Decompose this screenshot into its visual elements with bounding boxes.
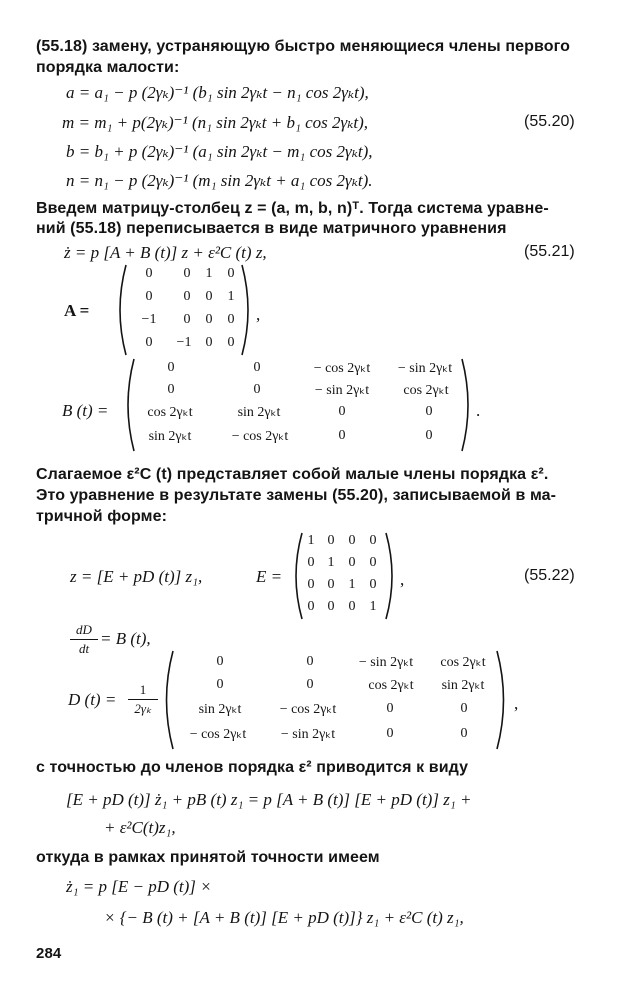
derivative-rhs: = B (t), — [100, 629, 151, 648]
matrix-cell: sin 2γₖt — [148, 429, 192, 444]
matrix-cell: sin 2γₖt — [198, 702, 242, 717]
punctuation: . — [476, 401, 481, 420]
matrix-cell: 0 — [216, 677, 224, 692]
equation-expanded: [E + pD (t)] ż₁ + pB (t) z₁ = p [A + B (t)] [E + pD (t)] z₁ + — [66, 790, 472, 809]
matrix-cell: 0 — [216, 654, 224, 669]
matrix-cell: − sin 2γₖt — [314, 383, 370, 398]
equation-expanded-continued: + ε²C(t)z₁, — [104, 818, 176, 837]
matrix-cell: sin 2γₖt — [441, 678, 485, 693]
paragraph-line: Это уравнение в результате замены (55.20), записываемой в ма- — [36, 487, 557, 504]
matrix-cell: 0 — [183, 289, 191, 304]
matrix-cell: 0 — [369, 533, 377, 548]
equation-b: b = b₁ + p (2γₖ)⁻¹ (a₁ sin 2γₖt − m₁ cos 2γₖt), — [66, 142, 373, 161]
punctuation: , — [256, 305, 261, 324]
matrix-cell: 1 — [307, 533, 315, 548]
matrix-cell: 0 — [369, 555, 377, 570]
fraction-bar — [70, 639, 98, 640]
punctuation: , — [514, 694, 519, 713]
matrix-b — [122, 356, 474, 454]
matrix-cell: 0 — [327, 533, 335, 548]
matrix-cell: sin 2γₖt — [237, 405, 281, 420]
equation-substitution: z = [E + pD (t)] z₁, — [70, 567, 203, 586]
matrix-cell: cos 2γₖt — [440, 655, 486, 670]
matrix-cell: 0 — [338, 404, 346, 419]
matrix-cell: 0 — [183, 266, 191, 281]
matrix-cell: − cos 2γₖt — [313, 361, 371, 376]
paragraph-line: (55.18) замену, устраняющую быстро меняющиеся члены первого — [36, 38, 570, 55]
matrix-cell: cos 2γₖt — [403, 383, 449, 398]
matrix-cell: 1 — [205, 266, 213, 281]
matrix-e — [290, 530, 398, 622]
matrix-cell: 0 — [460, 726, 468, 741]
paragraph-line: порядка малости: — [36, 59, 180, 76]
matrix-cell: 0 — [145, 266, 153, 281]
matrix-cell: 0 — [348, 599, 356, 614]
page-number: 284 — [36, 945, 62, 962]
matrix-cell: 0 — [167, 382, 175, 397]
paragraph-line: откуда в рамках принятой точности имеем — [36, 849, 380, 866]
punctuation: , — [400, 570, 405, 589]
matrix-cell: 0 — [307, 555, 315, 570]
matrix-cell: 0 — [205, 335, 213, 350]
equation-number: (55.21) — [524, 243, 575, 260]
matrix-cell: −1 — [141, 312, 157, 327]
matrix-cell: 0 — [306, 654, 314, 669]
matrix-cell: 1 — [369, 599, 377, 614]
matrix-cell: 0 — [338, 428, 346, 443]
matrix-cell: 0 — [307, 577, 315, 592]
matrix-cell: 1 — [227, 289, 235, 304]
scalar-fraction — [128, 682, 158, 717]
equation-m: m = m₁ + p(2γₖ)⁻¹ (n₁ sin 2γₖt + b₁ cos 2γₖt), — [62, 113, 369, 132]
matrix-d — [160, 648, 510, 752]
paragraph-line: Введем матрицу-столбец z = (a, m, b, n)ᵀ. Тогда система уравне- — [36, 200, 549, 217]
equation-n: n = n₁ − p (2γₖ)⁻¹ (m₁ sin 2γₖt + a₁ cos 2γₖt). — [66, 171, 373, 190]
matrix-a-label: A = — [64, 301, 90, 320]
matrix-cell: 0 — [348, 533, 356, 548]
matrix-cell: 0 — [145, 335, 153, 350]
matrix-cell: − cos 2γₖt — [279, 702, 337, 717]
equation-result-continued: × {− B (t) + [A + B (t)] [E + pD (t)]} z₁ + ε²C (t) z₁, — [104, 908, 464, 927]
equation-number: (55.20) — [524, 113, 575, 130]
matrix-cell: 0 — [425, 404, 433, 419]
matrix-cell: 0 — [348, 555, 356, 570]
matrix-d-label: D (t) = — [68, 690, 117, 709]
matrix-cell: 1 — [327, 555, 335, 570]
fraction-denominator: dt — [78, 641, 90, 656]
fraction-denominator: 2γₖ — [134, 701, 152, 716]
matrix-cell: 0 — [386, 726, 394, 741]
fraction-numerator: dD — [76, 622, 92, 637]
matrix-cell: − sin 2γₖt — [397, 361, 453, 376]
matrix-cell: 0 — [327, 577, 335, 592]
equation-matrix-form: ż = p [A + B (t)] z + ε²C (t) z, — [64, 243, 267, 262]
matrix-b-label: B (t) = — [62, 401, 109, 420]
paragraph-line: ний (55.18) переписывается в виде матричного уравнения — [36, 220, 507, 237]
fraction-numerator: 1 — [139, 682, 147, 697]
matrix-cell: 0 — [205, 289, 213, 304]
paragraph-line: Слагаемое ε²C (t) представляет собой малые члены порядка ε². — [36, 466, 549, 483]
matrix-cell: 0 — [227, 312, 235, 327]
matrix-cell: cos 2γₖt — [147, 405, 193, 420]
matrix-cell: 0 — [306, 677, 314, 692]
equation-result: ż₁ = p [E − pD (t)] × — [66, 877, 212, 896]
matrix-cell: 0 — [227, 266, 235, 281]
matrix-cell: 0 — [205, 312, 213, 327]
matrix-cell: 0 — [307, 599, 315, 614]
matrix-cell: − sin 2γₖt — [358, 655, 414, 670]
matrix-cell: 0 — [145, 289, 153, 304]
matrix-cell: 0 — [183, 312, 191, 327]
fraction-bar — [128, 699, 158, 700]
matrix-e-label: E = — [256, 567, 283, 586]
paragraph-line: с точностью до членов порядка ε² приводится к виду — [36, 759, 469, 776]
matrix-cell: − cos 2γₖt — [231, 429, 289, 444]
matrix-cell: 0 — [460, 701, 468, 716]
matrix-cell: 0 — [327, 599, 335, 614]
matrix-cell: 0 — [369, 577, 377, 592]
equation-a: a = a₁ − p (2γₖ)⁻¹ (b₁ sin 2γₖt − n₁ cos 2γₖt), — [66, 83, 369, 102]
derivative-fraction — [70, 622, 98, 657]
matrix-cell: 0 — [386, 701, 394, 716]
matrix-cell: − sin 2γₖt — [280, 727, 336, 742]
matrix-cell: 0 — [167, 360, 175, 375]
matrix-cell: 0 — [253, 360, 261, 375]
matrix-cell: − cos 2γₖt — [189, 727, 247, 742]
matrix-a — [114, 262, 254, 358]
matrix-cell: −1 — [176, 335, 192, 350]
paragraph-line: тричной форме: — [36, 508, 168, 525]
matrix-cell: 0 — [425, 428, 433, 443]
matrix-cell: 1 — [348, 577, 356, 592]
equation-number: (55.22) — [524, 567, 575, 584]
matrix-cell: 0 — [227, 335, 235, 350]
matrix-cell: 0 — [253, 382, 261, 397]
matrix-cell: cos 2γₖt — [368, 678, 414, 693]
